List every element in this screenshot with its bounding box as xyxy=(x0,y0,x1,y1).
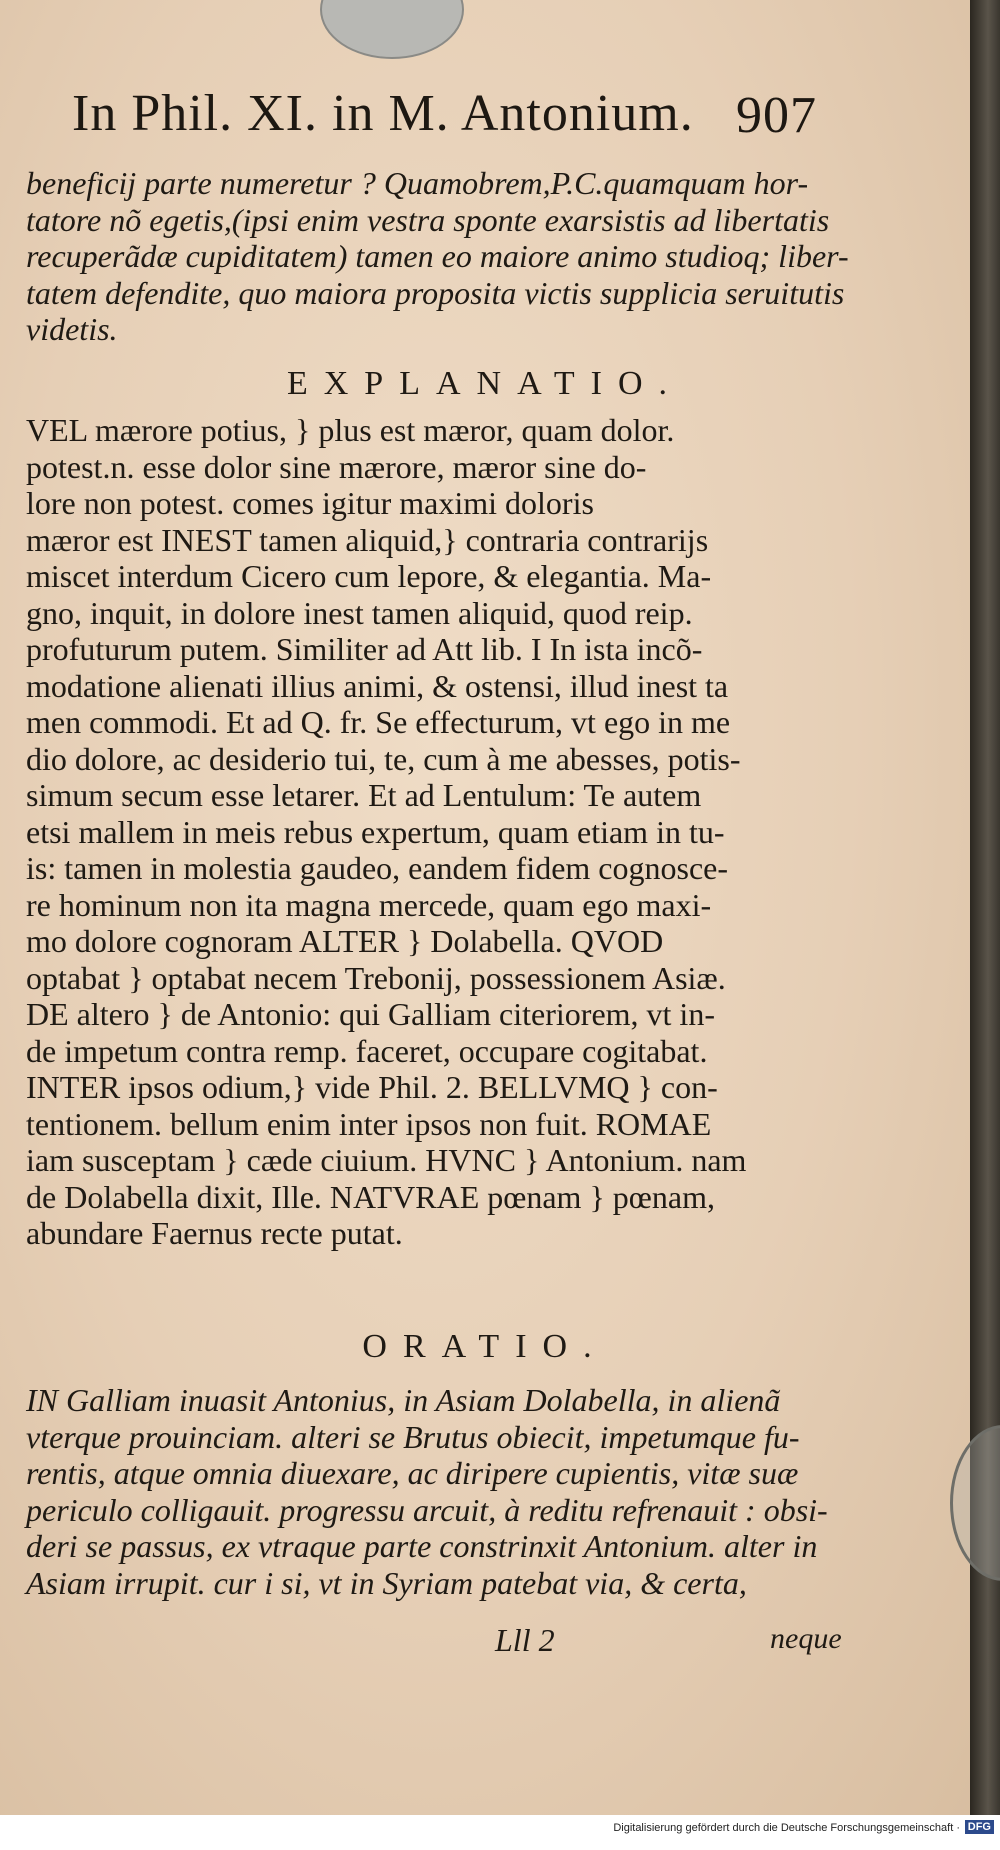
text-line: modatione alienati illius animi, & ostensi, illud inest ta xyxy=(26,667,729,704)
text-line: INTER ipsos odium,} vide Phil. 2. BELLVMQ } con- xyxy=(26,1069,718,1105)
text-line: mæror est INEST tamen aliquid,} contraria contrarijs xyxy=(26,521,709,558)
explanatio-text xyxy=(26,412,816,1252)
signature-mark: Lll 2 xyxy=(495,1622,555,1658)
text-line: optabat } optabat necem Trebonij, possessionem Asiæ. xyxy=(26,959,726,996)
text-line: iam susceptam } cæde ciuium. HVNC } Antonium. nam xyxy=(26,1142,747,1178)
text-line: DE altero } de Antonio: qui Galliam citeriorem, vt in- xyxy=(26,996,715,1032)
running-title: In Phil. XI. in M. Antonium. xyxy=(72,85,694,142)
text-line: simum secum esse letarer. Et ad Lentulum: Te autem xyxy=(26,777,702,813)
text-line: Asiam irrupit. cur i si, vt in Syriam patebat via, & certa, xyxy=(26,1564,747,1601)
digitization-credit: Digitalisierung gefördert durch die Deutsche Forschungsgemeinschaft · xyxy=(613,1822,960,1834)
text-line: tatem defendite, quo maiora proposita victis supplicia seruitutis xyxy=(26,274,845,311)
text-line: re hominum non ita magna mercede, quam ego maxi- xyxy=(26,886,712,923)
explanatio-heading: EXPLANATIO. xyxy=(286,365,684,402)
text-line: de impetum contra remp. faceret, occupare cogitabat. xyxy=(26,1032,708,1069)
text-line: profuturum putem. Similiter ad Att lib. I In ista incõ- xyxy=(26,631,703,667)
oratio-heading: ORATIO. xyxy=(362,1328,608,1365)
text-line: dio dolore, ac desiderio tui, te, cum à me abesses, potis- xyxy=(26,740,741,777)
text-line: potest.n. esse dolor sine mærore, mæror sine do- xyxy=(26,448,647,485)
text-line: beneficij parte numeretur ? Quamobrem,P.C.quamquam hor- xyxy=(26,165,809,201)
text-line: vterque prouinciam. alteri se Brutus obiecit, impetumque fu- xyxy=(26,1418,800,1455)
text-line: men commodi. Et ad Q. fr. Se effecturum, vt ego in me xyxy=(26,704,731,740)
text-line: abundare Faernus recte putat. xyxy=(26,1215,403,1251)
text-line: miscet interdum Cicero cum lepore, & elegantia. Ma- xyxy=(26,558,712,594)
metal-clip-top xyxy=(320,0,464,59)
running-header xyxy=(72,80,817,160)
page-number: 907 xyxy=(736,87,817,144)
text-line: de Dolabella dixit, Ille. NATVRAE pœnam } pœnam, xyxy=(26,1178,715,1215)
text-line: tatore nõ egetis,(ipsi enim vestra sponte exarsistis ad libertatis xyxy=(26,201,830,238)
catchword: neque xyxy=(770,1622,842,1655)
text-line: is: tamen in molestia gaudeo, eandem fidem cognosce- xyxy=(26,850,728,886)
text-line: lore non potest. comes igitur maximi doloris xyxy=(26,485,594,521)
text-line: tentionem. bellum enim inter ipsos non fuit. ROMAE xyxy=(26,1105,712,1142)
dfg-logo: DFG xyxy=(965,1820,994,1834)
text-line: IN Galliam inuasit Antonius, in Asiam Dolabella, in alienã xyxy=(26,1382,781,1418)
text-line: videtis. xyxy=(26,311,118,347)
text-line: etsi mallem in meis rebus expertum, quam etiam in tu- xyxy=(26,813,725,850)
oratio-text xyxy=(26,1382,828,1601)
text-line: gno, inquit, in dolore inest tamen aliquid, quod reip. xyxy=(26,594,693,631)
text-line: deri se passus, ex vtraque parte constrinxit Antonium. alter in xyxy=(26,1528,818,1564)
text-line: VEL mærore potius, } plus est mæror, quam dolor. xyxy=(26,412,675,448)
text-line: recuperãdæ cupiditatem) tamen eo maiore animo studioq; liber- xyxy=(26,238,849,274)
text-line: periculo colligauit. progressu arcuit, à reditu refrenauit : obsi- xyxy=(26,1491,828,1528)
intro-text xyxy=(26,165,849,348)
text-line: mo dolore cognoram ALTER } Dolabella. QVOD xyxy=(26,923,664,959)
text-line: rentis, atque omnia diuexare, ac diripere cupientis, vitæ suæ xyxy=(26,1455,799,1491)
